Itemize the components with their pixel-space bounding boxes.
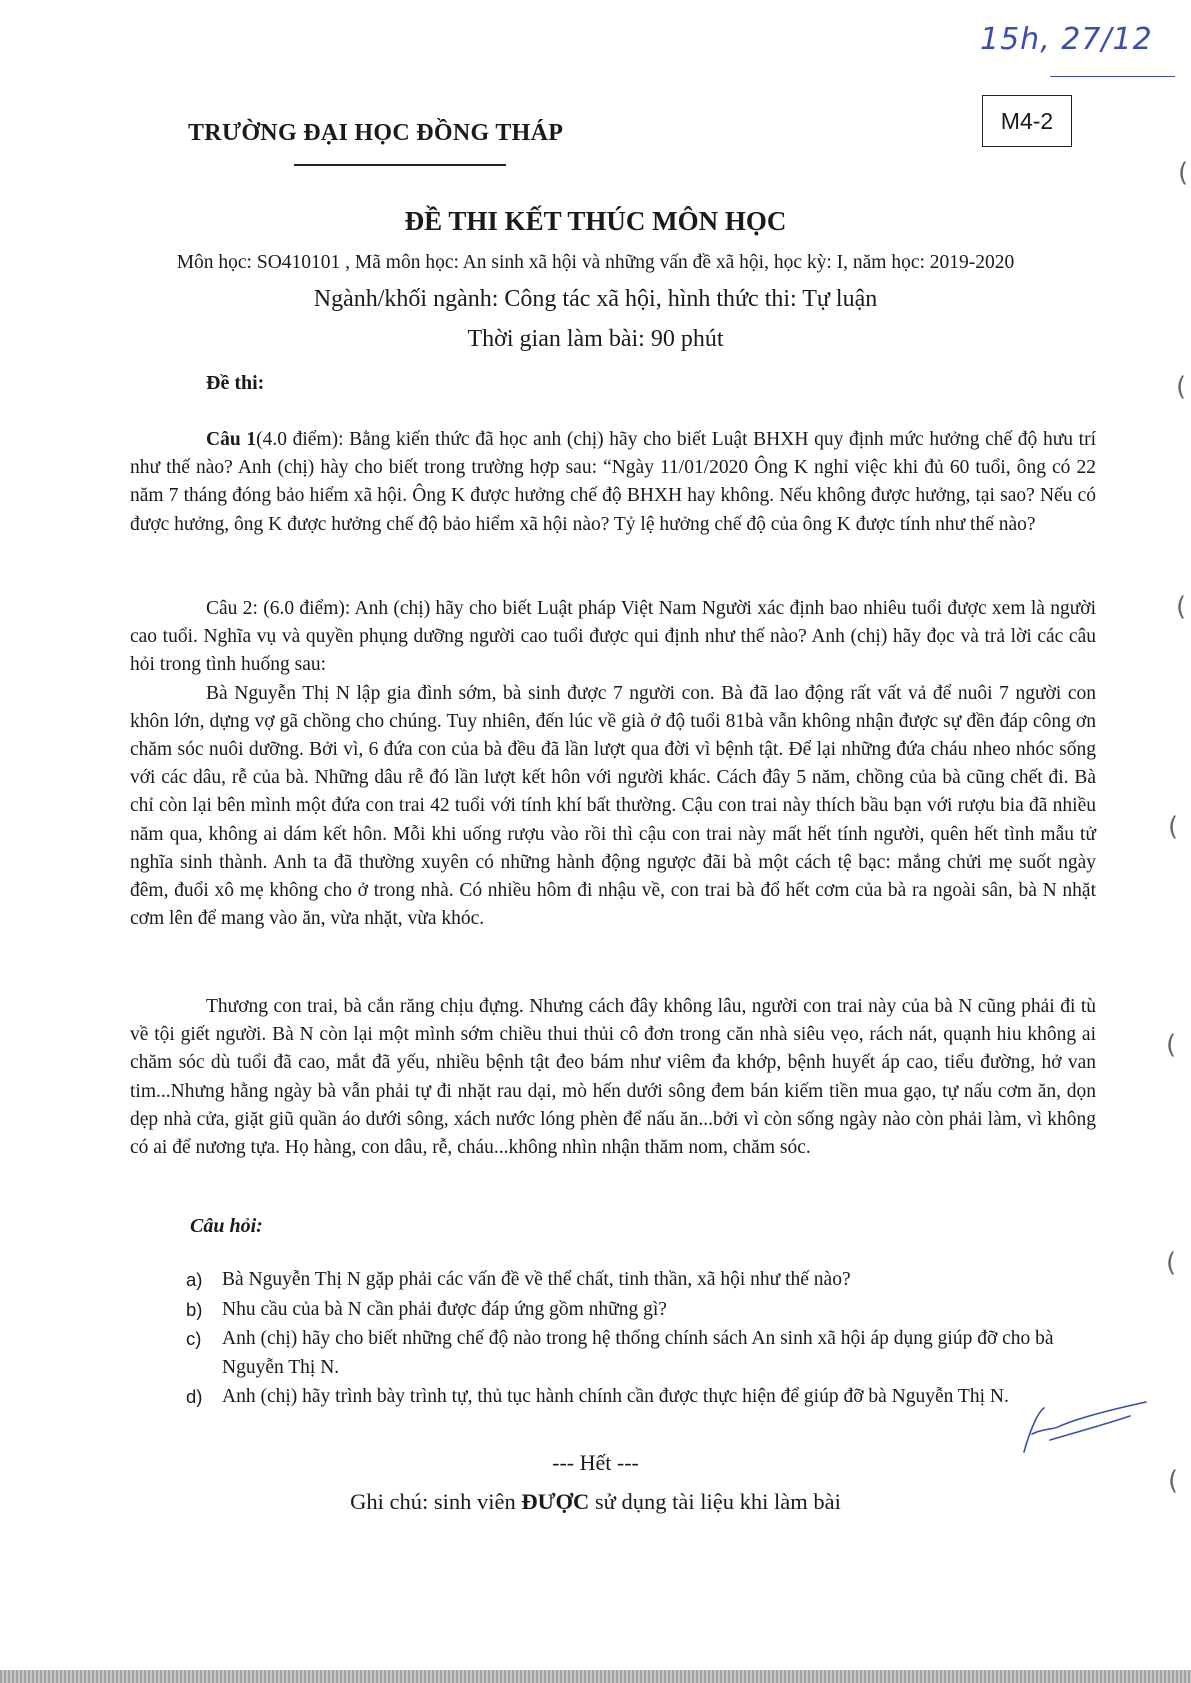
question-text: Anh (chị) hãy cho biết những chế độ nào trong hệ thống chính sách An sinh xã hội áp dụng giúp đỡ cho bà Nguyễn Thị N. <box>222 1328 1054 1378</box>
question-letter: d) <box>186 1386 203 1407</box>
question-text: Bà Nguyễn Thị N gặp phải các vấn đề về thể chất, tinh thần, xã hội như thế nào? <box>222 1269 851 1290</box>
question-letter: a) <box>186 1269 203 1290</box>
exam-label: Đề thi: <box>206 372 265 394</box>
question-letter: b) <box>186 1298 203 1320</box>
question-2-story-1: Bà Nguyễn Thị N lập gia đình sớm, bà sinh được 7 người con. Bà đã lao động rất vất vả để nuôi 7 người con khôn lớn, dựng vợ gã chồng cho chúng. Tuy nhiên, đến lúc về già ở độ tuổi 81bà vẫn không nhận được sự đền đáp công ơn chăm sóc nuôi dưỡng. Bởi vì, 6 đứa con của bà đều đã lần lượt qua đời vì bệnh tật. Để lại những đứa cháu nheo nhóc sống với các dâu, rễ của bà. Những dâu rễ đó lần lượt kết hôn với người khác. Cách đây 5 năm, chồng của bà cũng chết đi. Bà chỉ còn lại bên mình một đứa con trai 42 tuổi với tính khí bất thường. Cậu con trai này thích bầu bạn với rượu bia đã nhiều năm qua, không ai dám kết hôn. Mỗi khi uống rượu vào rồi thì cậu con trai này mất hết tính người, quên hết tình mẫu tử nghĩa sinh thành. Anh ta đã thường xuyên có những hành động ngược đãi bà một cách tệ bạc: mắng chửi mẹ suốt ngày đêm, đuổi xô mẹ không cho ở trong nhà. Có nhiều hôm đi nhậu về, con trai bà đổ hết cơm của bà ra ngoài sân, bà N nhặt cơm lên để mang vào ăn, vừa nhặt, vừa khóc. <box>130 682 1096 930</box>
duration-line: Thời gian làm bài: 90 phút <box>467 326 724 352</box>
questions-label: Câu hỏi: <box>190 1215 263 1237</box>
questions-list <box>186 1266 1096 1413</box>
handwritten-note: 15h, 27/12 <box>980 22 1153 57</box>
margin-bracket-icon: ( <box>1176 372 1187 402</box>
question-text: Nhu cầu của bà N cần phải được đáp ứng gồm những gì? <box>222 1298 667 1320</box>
list-item <box>186 1296 1096 1325</box>
exam-title: ĐỀ THI KẾT THÚC MÔN HỌC <box>404 206 787 236</box>
note-prefix: Ghi chú: sinh viên <box>350 1489 522 1514</box>
school-name: TRƯỜNG ĐẠI HỌC ĐỒNG THÁP <box>188 120 564 146</box>
margin-bracket-icon: ( <box>1166 1248 1177 1278</box>
note-emphasis: ĐƯỢC <box>521 1489 590 1514</box>
question-text: Anh (chị) hãy trình bày trình tự, thủ tục hành chính cần được thực hiện để giúp đỡ bà Nguyễn Thị N. <box>222 1386 1009 1407</box>
list-item <box>186 1325 1096 1382</box>
question-1-text: (4.0 điểm): Bằng kiến thức đã học anh (chị) hãy cho biết Luật BHXH quy định mức hưởng chế độ hưu trí như thế nào? Anh (chị) hày cho biết trong trường hợp sau: “Ngày 11/01/2020 Ông K nghỉ việc khi đủ 60 tuổi, ông có 22 năm 7 tháng đóng bảo hiểm xã hội. Ông K được hưởng chế độ BHXH hay không. Nếu không được hưởng, tại sao? Nếu có được hưởng, ông K được hưởng chế độ bảo hiểm xã hội nào? Tỷ lệ hưởng chế độ của ông K được tính như thế nào? <box>130 429 1096 535</box>
school-underline <box>294 164 506 166</box>
question-1-label: Câu 1 <box>206 429 257 450</box>
margin-bracket-icon: ( <box>1178 158 1189 188</box>
question-2-intro: Câu 2: (6.0 điểm): Anh (chị) hãy cho biết Luật pháp Việt Nam Người xác định bao nhiêu tuổi được xem là người cao tuổi. Nghĩa vụ và quyền phụng dưỡng người cao tuổi được qui định như thế nào? Anh (chị) hãy đọc và trả lời các câu hỏi trong tình huống sau: <box>130 598 1096 676</box>
margin-bracket-icon: ( <box>1176 592 1187 622</box>
handwritten-underline <box>1050 76 1175 77</box>
list-item <box>186 1266 1096 1295</box>
end-mark: --- Hết --- <box>552 1450 639 1475</box>
note-line <box>0 1489 1191 1515</box>
subject-line: Môn học: SO410101 , Mã môn học: An sinh xã hội và những vấn đề xã hội, học kỳ: I, năm học: 2019-2020 <box>176 252 1015 273</box>
note-suffix: sử dụng tài liệu khi làm bài <box>589 1489 841 1514</box>
list-item <box>186 1383 1096 1412</box>
question-1 <box>130 426 1096 539</box>
margin-bracket-icon: ( <box>1168 1466 1179 1496</box>
exam-code-box: M4-2 <box>982 95 1072 147</box>
margin-bracket-icon: ( <box>1168 812 1179 842</box>
question-letter: c) <box>186 1328 202 1349</box>
scan-edge <box>0 1670 1191 1683</box>
question-2 <box>130 595 1096 933</box>
margin-bracket-icon: ( <box>1166 1030 1177 1060</box>
signature-icon <box>1010 1400 1150 1456</box>
major-line: Ngành/khối ngành: Công tác xã hội, hình thức thi: Tự luận <box>313 286 878 312</box>
question-2-story-2-block <box>130 993 1096 1162</box>
question-2-story-2: Thương con trai, bà cắn răng chịu đựng. Nhưng cách đây không lâu, người con trai này của bà N cũng phải đi tù về tội giết người. Bà N còn lại một mình sớm chiều thui thủi cô đơn trong căn nhà siêu vẹo, rách nát, quạnh hiu không ai chăm sóc dù tuổi đã cao, mắt đã yếu, nhiều bệnh tật đeo bám như viêm đa khớp, bệnh huyết áp cao, tiểu đường, hở van tim...Nhưng hằng ngày bà vẫn phải tự đi nhặt rau dại, mò hến dưới sông đem bán kiếm tiền mua gạo, tự nấu cơm ăn, dọn dẹp nhà cửa, giặt giũ quần áo dưới sông, xách nước lóng phèn để nấu ăn...bởi vì còn sống ngày nào còn phải làm, vì không có ai để nương tựa. Họ hàng, con dâu, rễ, cháu...không nhìn nhận thăm nom, chăm sóc. <box>130 996 1096 1159</box>
